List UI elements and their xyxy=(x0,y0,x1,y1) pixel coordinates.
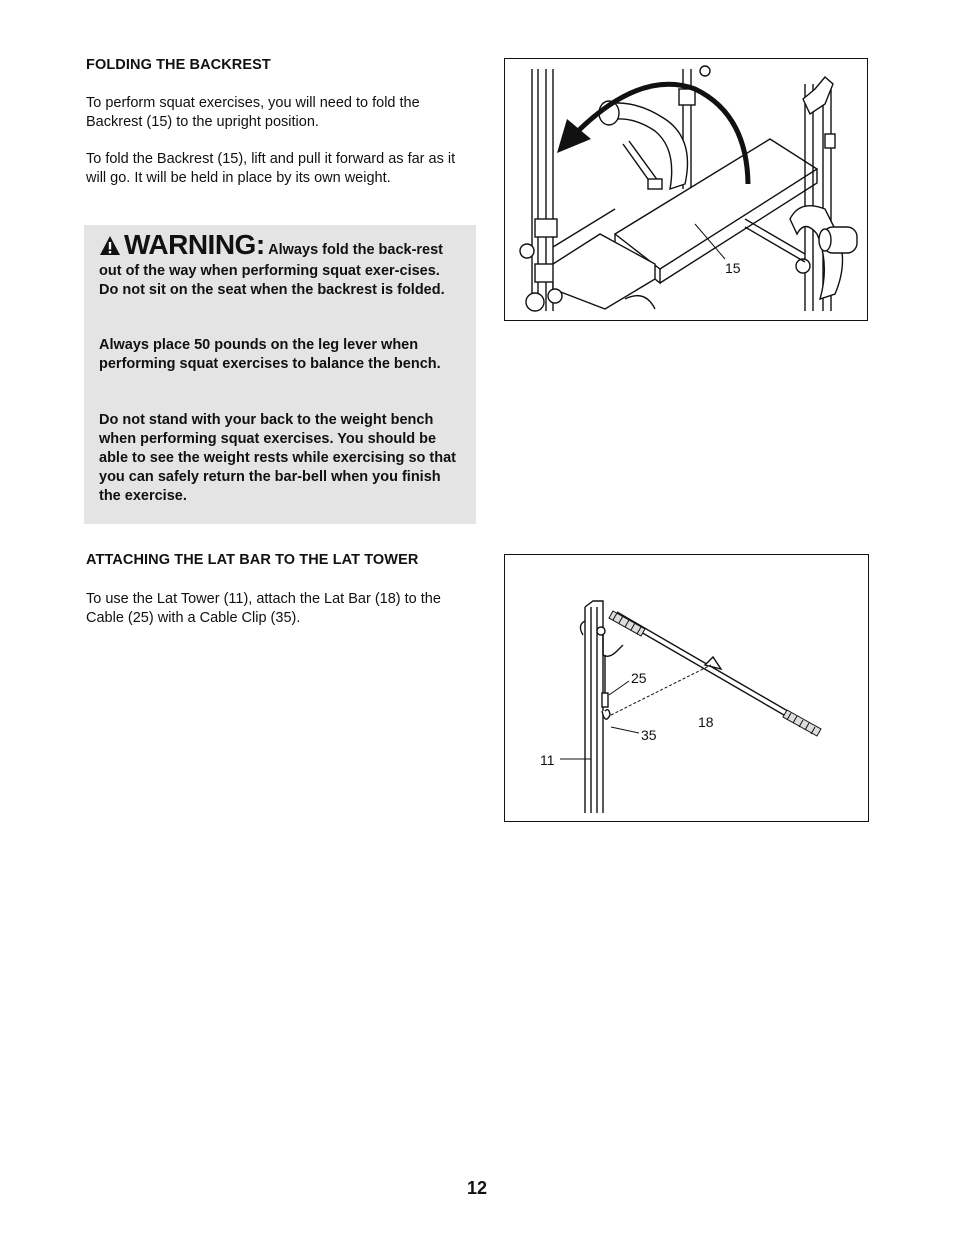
warning-paragraph-leg-lever: Always place 50 pounds on the leg lever when performing squat exercises to balance the bench. xyxy=(99,337,441,372)
warning-lead-text: Always fold the back-rest out of the way when performing squat exer-cises. Do not sit on the seat when the backrest is folded. xyxy=(99,242,445,298)
figure-backrest xyxy=(504,58,868,321)
callout-25: 25 xyxy=(631,670,647,686)
warning-triangle-icon xyxy=(99,235,121,262)
warning-title: WARNING: xyxy=(124,229,265,260)
callout-18: 18 xyxy=(698,714,714,730)
section-heading-folding-backrest: FOLDING THE BACKREST xyxy=(86,57,271,73)
lat-bar-illustration xyxy=(505,555,868,821)
warning-lead-paragraph xyxy=(99,229,463,300)
paragraph-fold-intro: To perform squat exercises, you will need to fold the Backrest (15) to the upright position. xyxy=(86,95,420,130)
callout-35: 35 xyxy=(641,727,657,743)
warning-paragraph-stance: Do not stand with your back to the weight bench when performing squat exercises. You should be able to see the weight rests while exercising so that you can safely return the bar-bell when you finish the exercise. xyxy=(99,412,456,504)
backrest-illustration xyxy=(505,59,867,320)
warning-box xyxy=(84,225,476,524)
figure-lat-bar xyxy=(504,554,869,822)
callout-11: 11 xyxy=(540,752,555,768)
paragraph-fold-instructions: To fold the Backrest (15), lift and pull it forward as far as it will go. It will be held in place by its own weight. xyxy=(86,151,456,186)
paragraph-lat-bar-instructions: To use the Lat Tower (11), attach the Lat Bar (18) to the Cable (25) with a Cable Clip (35). xyxy=(86,591,441,626)
section-heading-lat-bar: ATTACHING THE LAT BAR TO THE LAT TOWER xyxy=(86,552,419,568)
page-number: 12 xyxy=(466,1178,488,1198)
callout-15: 15 xyxy=(725,260,741,276)
